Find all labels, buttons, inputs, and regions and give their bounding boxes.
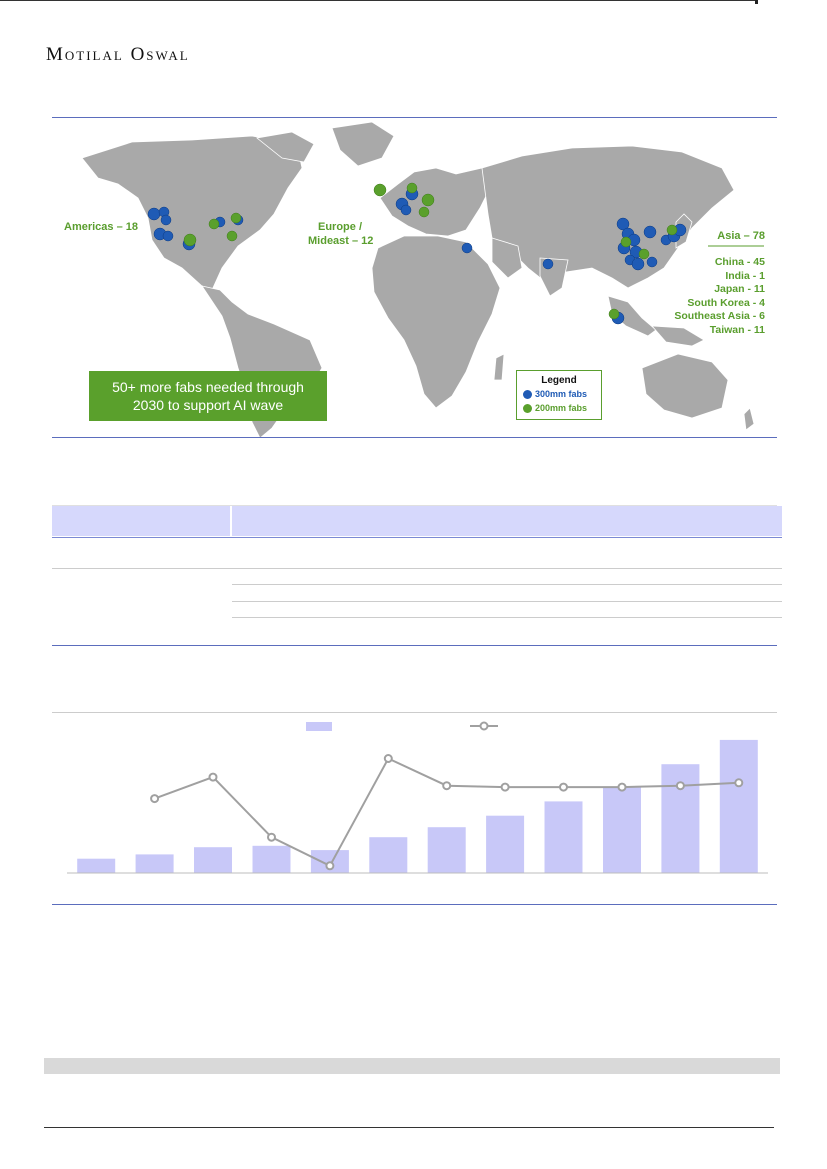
line-point-6 <box>385 755 392 762</box>
legend-300mm-label: 300mm fabs <box>535 389 588 399</box>
legend-bar-swatch <box>306 722 332 731</box>
bar-1 <box>77 859 115 873</box>
line-point-3 <box>210 774 217 781</box>
line-point-12 <box>735 779 742 786</box>
green-dot-icon <box>523 404 532 413</box>
table-header-cell-right <box>232 506 782 536</box>
table-row-rule-2 <box>232 584 782 585</box>
asia-label: Asia – 78 <box>717 230 765 242</box>
table-bottom-rule <box>52 645 777 646</box>
top-rule <box>0 0 827 3</box>
asia-japan: Japan - 11 <box>714 283 765 295</box>
line-point-9 <box>560 784 567 791</box>
legend-row-300mm <box>523 389 587 399</box>
brand-logo: Motilal Oswal <box>46 44 190 65</box>
bar-6 <box>369 837 407 873</box>
bar-7 <box>428 827 466 873</box>
asia-india: India - 1 <box>725 269 765 282</box>
europe-label-line2: Mideast – 12 <box>308 235 374 247</box>
americas-label: Americas – 18 <box>64 221 138 233</box>
bar-9 <box>545 801 583 873</box>
footer-rule <box>44 1127 774 1128</box>
chart-top-rule <box>52 712 777 713</box>
legend-200mm-label: 200mm fabs <box>535 403 588 413</box>
line-point-7 <box>443 782 450 789</box>
fab-world-map <box>52 118 777 438</box>
blue-dot-icon <box>523 390 532 399</box>
legend-title: Legend <box>541 375 577 386</box>
top-rule-marker <box>755 0 758 4</box>
europe-label-line1: Europe / <box>318 221 363 233</box>
bar-line-chart <box>52 715 777 890</box>
fab-callout-box <box>89 371 327 421</box>
bar-12 <box>720 740 758 873</box>
legend-line-marker <box>481 723 488 730</box>
bar-10 <box>603 787 641 873</box>
chart-bottom-rule <box>52 904 777 905</box>
line-point-2 <box>151 795 158 802</box>
table-row-rule-1 <box>52 568 782 569</box>
line-point-4 <box>268 834 275 841</box>
asia-breakdown-list <box>674 256 765 337</box>
table-row-rule-3 <box>232 601 782 602</box>
asia-taiwan: Taiwan - 11 <box>709 323 765 336</box>
bar-3 <box>194 847 232 873</box>
asia-china: China - 45 <box>714 256 765 268</box>
bar-2 <box>136 854 174 873</box>
line-point-10 <box>619 784 626 791</box>
map-bottom-rule <box>52 437 777 438</box>
legend-row-200mm <box>523 403 587 413</box>
map-legend <box>516 370 602 420</box>
bar-4 <box>253 846 291 873</box>
bar-8 <box>486 816 524 873</box>
bar-11 <box>661 764 699 873</box>
footer-band <box>44 1058 780 1074</box>
asia-south-korea: South Korea - 4 <box>687 296 765 309</box>
table-row-rule-4 <box>232 617 782 618</box>
table-header-rule <box>52 537 782 538</box>
line-point-5 <box>326 862 333 869</box>
callout-line1: 50+ more fabs needed through <box>112 379 304 395</box>
callout-line2: 2030 to support AI wave <box>132 397 284 413</box>
line-point-11 <box>677 782 684 789</box>
table-header-cell-left <box>52 506 230 536</box>
line-point-8 <box>502 784 509 791</box>
asia-southeast-asia: Southeast Asia - 6 <box>674 310 765 322</box>
bar-series <box>77 740 758 873</box>
